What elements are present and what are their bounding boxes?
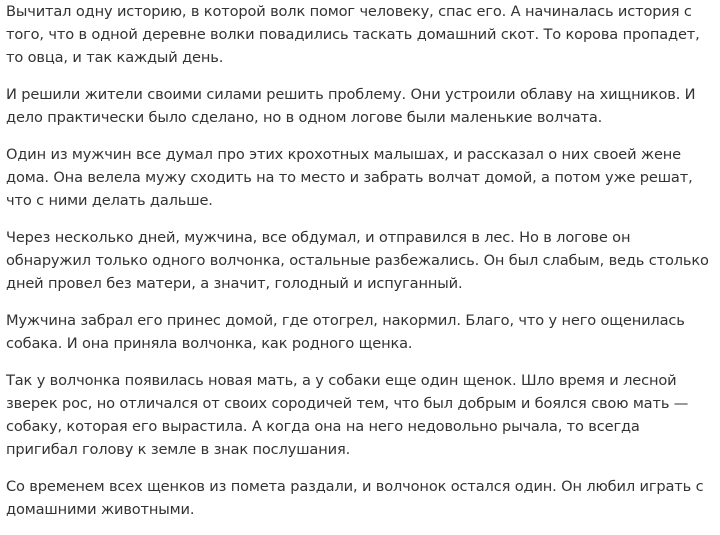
article-body <box>6 0 714 535</box>
paragraph-5: Мужчина забрал его принес домой, где отогрел, накормил. Благо, что у него ощенилась собака. И она приняла волчонка, как родного щенка. <box>6 312 685 352</box>
paragraph-7: Со временем всех щенков из помета раздали, и волчонок остался один. Он любил играть с домашними животными. <box>6 478 704 518</box>
paragraph-2: И решили жители своими силами решить проблему. Они устроили облаву на хищников. И дело практически было сделано, но в одном логове были маленькие волчата. <box>6 86 696 126</box>
paragraph-3: Один из мужчин все думал про этих крохотных малышах, и рассказал о них своей жене дома. Она велела мужу сходить на то место и забрать волчат домой, а потом уже решат, что с ними делать дальше. <box>6 146 693 209</box>
paragraph-1: Вычитал одну историю, в которой волк помог человеку, спас его. А начиналась история с того, что в одной деревне волки повадились таскать домашний скот. То корова пропадет, то овца, и так каждый день. <box>6 3 700 66</box>
paragraph-6: Так у волчонка появилась новая мать, а у собаки еще один щенок. Шло время и лесной зверек рос, но отличался от своих сородичей тем, что был добрым и боялся свою мать — собаку, которая его вырастила. А когда она на него недовольно рычала, то всегда пригибал голову к земле в знак послушания. <box>6 372 689 458</box>
paragraph-4: Через несколько дней, мужчина, все обдумал, и отправился в лес. Но в логове он обнаружил только одного волчонка, остальные разбежались. Он был слабым, ведь столько дней провел без матери, а значит, голодный и испуганный. <box>6 229 709 292</box>
